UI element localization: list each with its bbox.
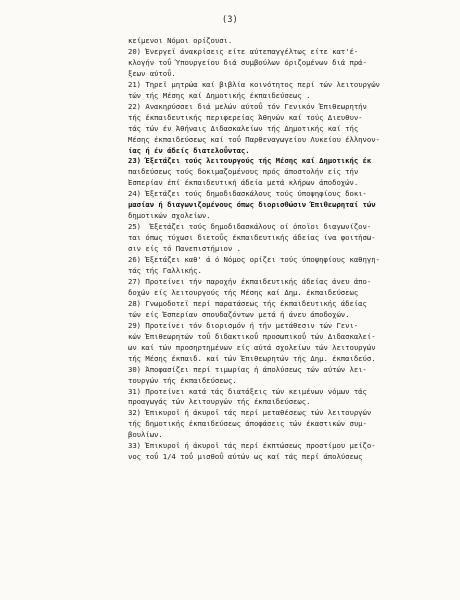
text-line: δημοτικών σχολείων.	[128, 211, 211, 221]
text-line: τής δημοτικής έκπαιδεύσεως άποφάσεις τών έκαστικών συμ-	[128, 419, 367, 429]
page-number: (3)	[221, 14, 239, 24]
text-line: σιν είς τό Πανεπιστήμιον .	[128, 244, 241, 254]
text-line: 24) Έξετάζει τούς δημοδιδασκάλους τούς ύποψηφίους δοκι-	[128, 189, 367, 199]
text-line: 31) Προτείνει κατά τάς διατάξεις τών κειμένων νόμων τάς	[128, 386, 367, 396]
text-line: Μέσης έκπαιδεύσεως καί τοΰ Παρθεναγωγείου Λυκείου έλληνον-	[128, 134, 380, 144]
text-line: ων καί τών προσηρτημένων είς αύτά σχολείων τών λειτουργών	[128, 342, 376, 352]
document-body	[128, 36, 446, 463]
text-line: παιδεύσεως τούς δοκιμαζομένους πρός άποστολήν είς τήν	[128, 167, 359, 177]
text-line: Έσπερίαν έπί έκπαιδευτική άδεία μετά κλήρων άποδοχών.	[128, 178, 359, 188]
text-line: 25) Έξετάζει τούς δημοδιδασκάλους οί όποϊοι διαγωνίζον-	[128, 222, 372, 232]
text-line: ίας ή έν άδείς διατελοΰντας.	[128, 145, 250, 155]
text-line: τάς τής Γαλλικής.	[128, 266, 202, 276]
text-line: κλογήν τοΰ Ύπουργείου διά συμβούλων όριζομένων διά πρά-	[128, 57, 367, 67]
text-line: τών είς Έσπερίαν σπουδαζόντων μετά ή άνευ άποδοχών.	[128, 309, 350, 319]
text-line: 32) Έπικυροϊ ή άκυροϊ τάς περί μεταθέσεως τών λειτουργών	[128, 408, 372, 418]
text-line: 26) Έξετάζει καθ' ά ό Νόμος ορίζει τούς ύποψηφίους καθηγη-	[128, 255, 380, 265]
text-line: 30) Άποφασίζει περί τιμωρίας ή άπολύσεως τών αύτών λει-	[128, 364, 367, 374]
text-line: 22) Ανακηρύσσει διά μελών αύτοΰ τόν Γενικόν Έπιθεωρητήν	[128, 101, 367, 111]
text-line: ται όπως τύχωσι διετοΰς έκπαιδευτικής άδείας ίνα φοιτήσω-	[128, 233, 376, 243]
text-line: βουλίων.	[128, 430, 163, 440]
text-line: τών τής Μέσης καί Δημοτικής έκπαιδεύσεως .	[128, 90, 311, 100]
text-line: 20) Ένεργεϊ άνακρίσεις είτε αύτεπαγγέλτως είτε κατ'έ-	[128, 46, 359, 56]
text-line: τής έκπαιδευτικής περιφερείας Άθηνών καί τούς Διευθυν-	[128, 112, 363, 122]
text-line: τάς τών έν Άθήναις Διδασκαλείων τής Δημοτικής καί τής	[128, 123, 359, 133]
text-line: νος τοΰ 1/4 τοΰ μισθοΰ αύτών ως καί τάς περί άπολύσεως	[128, 452, 363, 462]
text-line: προαγωγάς τών λειτουργών τής έκπαιδεύσεως.	[128, 397, 311, 407]
text-line: μασίαν ή διαγωνιζομένους όπως διορισθώσιν Έπιθεωρηταί τών	[128, 200, 376, 210]
text-line: τής Μέσης έκπαιδ. καί τών Έπιθεωρητών τής Δημ. έκπαιδεύσ.	[128, 353, 376, 363]
text-line: κών Έπιθεωρητών τοΰ διδακτικοΰ προσωπικοΰ τών Διδασκαλεί-	[128, 331, 376, 341]
text-line: 29) Προτείνει τόν διορισμόν ή τήν μετάθεσιν τών Γενι-	[128, 320, 359, 330]
text-line: 28) Γνωμοδοτεϊ περί παρατάσεως τής έκπαιδευτικής άδείας	[128, 298, 367, 308]
text-line: δοχών είς λειτουργούς τής Μέσης καί Δημ. έκπαιδεύσεως	[128, 287, 359, 297]
text-line: 33) Έπικυροϊ ή άκυροϊ τάς περί έκπτώσεως προστίμου μείζο-	[128, 441, 376, 451]
text-line: 21) Τηρεϊ μητρώα καί βιβλία κοινότητος περί τών λειτουργών	[128, 79, 380, 89]
text-line: 23) Έξετάζει τούς λειτουργούς τής Μέσης καί Δημοτικής έκ	[128, 156, 372, 166]
text-line: τουργών τής έκπαιδεύσεως.	[128, 375, 237, 385]
text-line: ξεων αύτοΰ.	[128, 68, 176, 78]
text-line: κείμενοι Νόμοι ορίζουσι.	[128, 36, 233, 45]
text-line: 27) Προτείνει τήν παροχήν έκπαιδευτικής άδείας άνευ άπο-	[128, 276, 372, 286]
